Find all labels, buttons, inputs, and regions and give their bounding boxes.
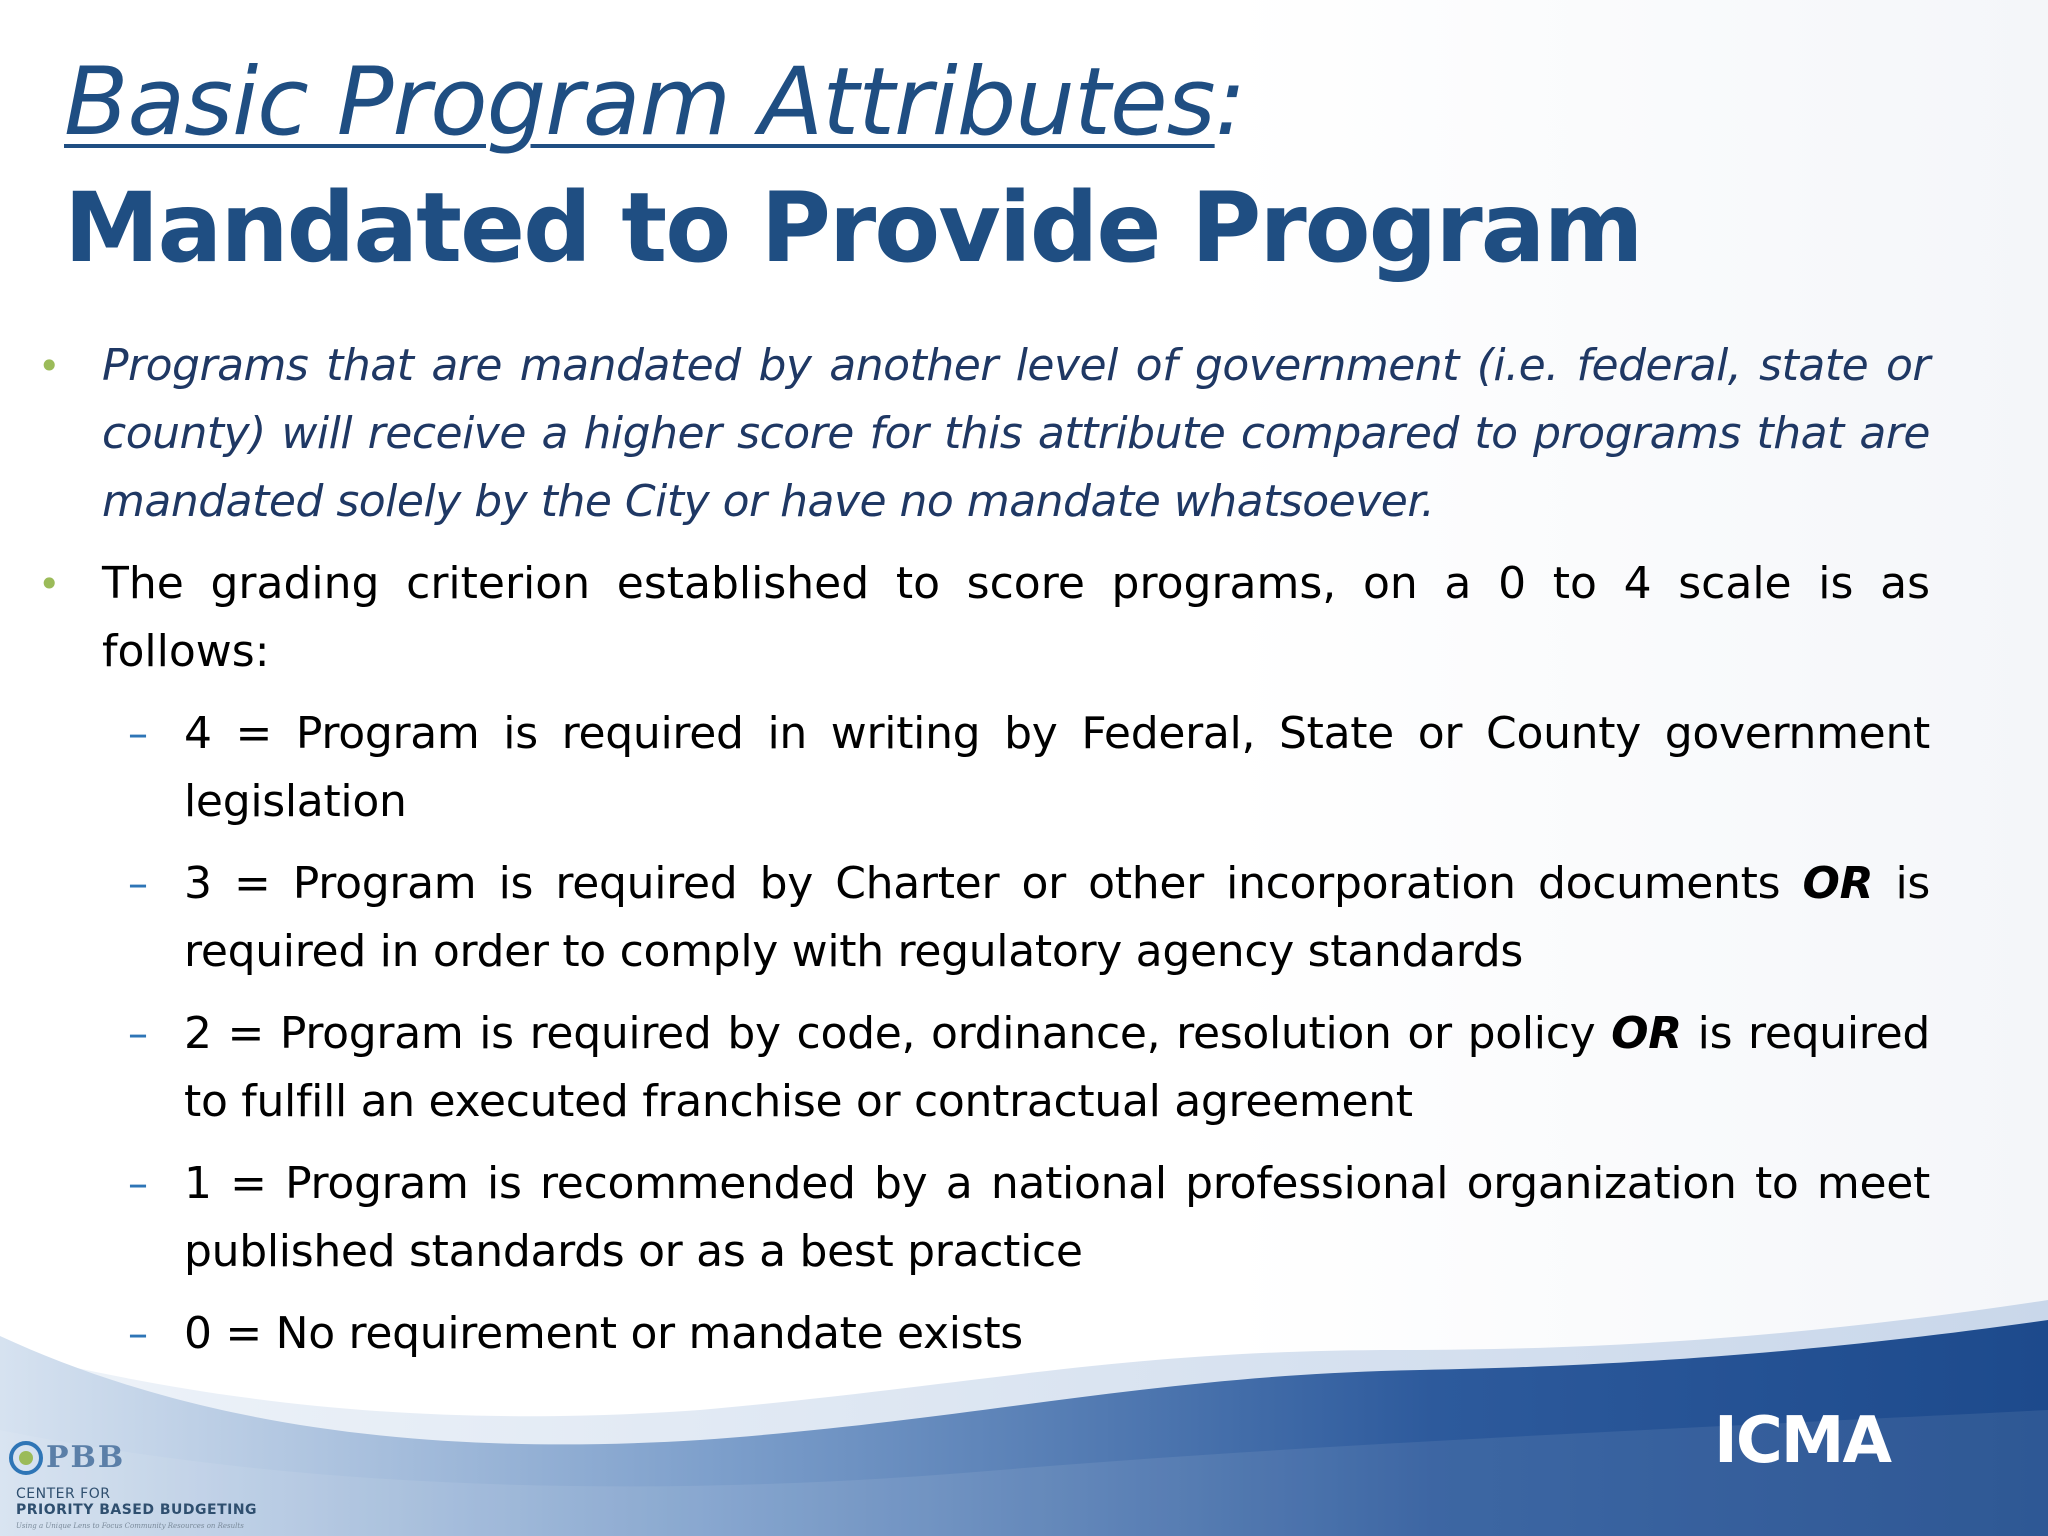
criterion-text: 1 = Program is recommended by a national professional organization to meet published standards or as a best practice: [184, 1158, 1930, 1277]
dash-marker-icon: –: [128, 1011, 148, 1057]
dash-marker-icon: –: [128, 711, 148, 757]
slide-title-line1: [64, 48, 1245, 157]
bullet-dot-icon: •: [38, 344, 60, 388]
icma-logo: ICMA: [1714, 1404, 1890, 1478]
criterion-emphasis: OR: [1802, 858, 1874, 909]
pbb-swirl-icon: [8, 1440, 44, 1476]
title-colon: :: [1214, 48, 1246, 157]
criterion-text: 4 = Program is required in writing by Federal, State or County government legislation: [184, 708, 1930, 827]
slide-body: [30, 332, 1930, 1382]
bullet-text: Programs that are mandated by another level of government (i.e. federal, state or county) will receive a higher score for this attribute compared to programs that are mandated solely by the City or have no mandate whatsoever.: [102, 340, 1930, 527]
bullet-grading-criterion: [30, 550, 1930, 686]
criterion-text-after: is required to fulfill an executed franchise or contractual agreement: [184, 1008, 1930, 1127]
bullet-dot-icon: •: [38, 562, 61, 606]
pbb-priority-based-budgeting: PRIORITY BASED BUDGETING: [16, 1502, 258, 1518]
criterion-score-3: [30, 850, 1930, 986]
bullet-mandate-description: [30, 332, 1930, 536]
dash-marker-icon: –: [128, 1311, 148, 1357]
criterion-emphasis: OR: [1611, 1008, 1682, 1059]
criterion-score-2: [30, 1000, 1930, 1136]
slide-title-line2: Mandated to Provide Program: [64, 172, 1642, 284]
title-underlined-text: Basic Program Attributes: [64, 48, 1215, 157]
pbb-center-for: CENTER FOR: [16, 1486, 111, 1502]
pbb-tagline: Using a Unique Lens to Focus Community Resources on Results: [16, 1522, 244, 1530]
criterion-text-before: 3 = Program is required by Charter or other incorporation documents: [184, 858, 1803, 909]
bullet-text: The grading criterion established to score programs, on a 0 to 4 scale is as follows:: [102, 558, 1930, 677]
criterion-score-1: [30, 1150, 1930, 1286]
criterion-score-4: [30, 700, 1930, 836]
criterion-text: 0 = No requirement or mandate exists: [184, 1308, 1023, 1359]
pbb-logo-text: PBB: [46, 1440, 126, 1475]
criterion-text-after: is required in order to comply with regulatory agency standards: [184, 858, 1930, 977]
dash-marker-icon: –: [128, 1161, 148, 1207]
dash-marker-icon: –: [128, 861, 148, 907]
criterion-text-before: 2 = Program is required by code, ordinance, resolution or policy: [184, 1008, 1612, 1059]
